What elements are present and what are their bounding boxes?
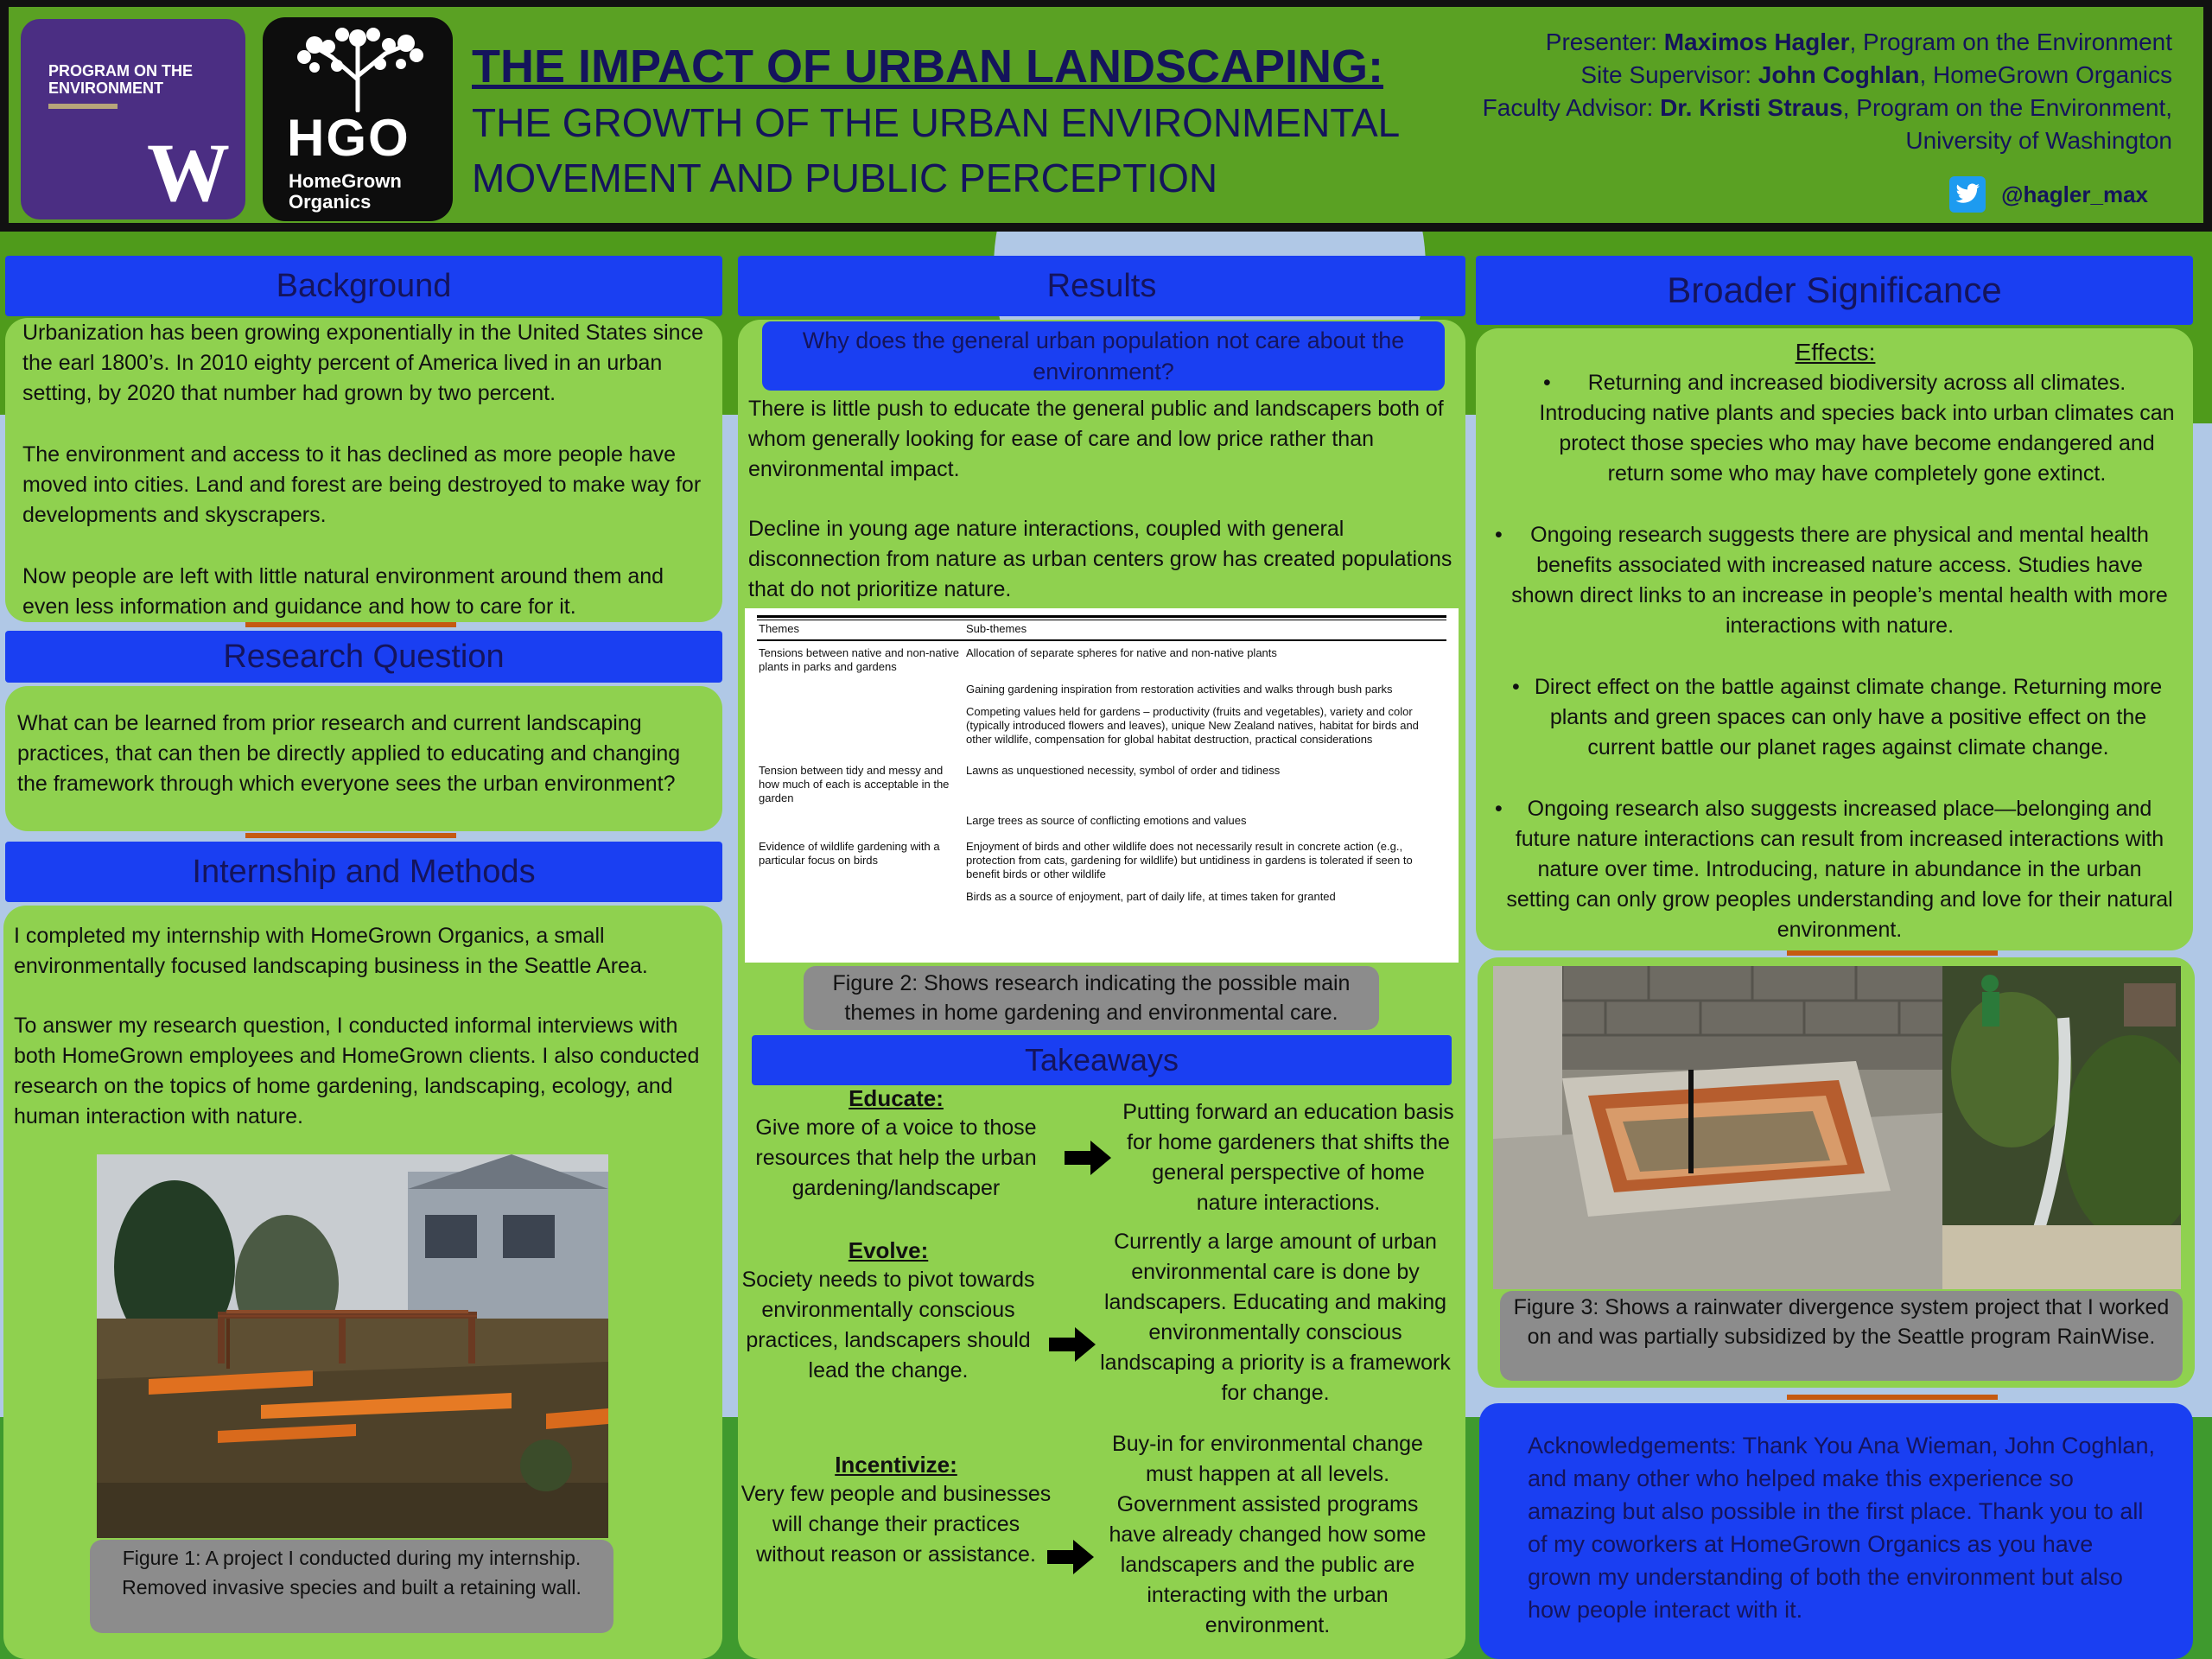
presenter-label: Presenter:: [1545, 29, 1657, 55]
background-paragraph-3: Now people are left with little natural environment around them and even less information and guidance and how to care for it.: [22, 564, 664, 619]
logo-hgo-text: HGO: [287, 109, 410, 167]
effects-list: [1495, 368, 2176, 945]
table-row: [757, 750, 1446, 809]
table-cell-subtheme: Large trees as source of conflicting emotions and values: [966, 814, 1247, 827]
list-item: • Returning and increased biodiversity across all climates. Introducing native plants and species back into urban climates can protect those species who may have become endangered and return some who may have completely gone extinct.: [1539, 371, 2175, 486]
takeaway-left-text: Very few people and businesses will change their practices without reason or assistance.: [741, 1482, 1052, 1567]
methods-paragraph-1: I completed my internship with HomeGrown Organics, a small environmentally focused landscaping business in the Seattle Area.: [14, 924, 648, 978]
takeaways-heading: Takeaways: [752, 1035, 1452, 1085]
twitter-icon: [1949, 176, 1986, 213]
takeaway-title: Incentivize:: [835, 1452, 957, 1478]
supervisor-label: Site Supervisor:: [1580, 61, 1752, 88]
results-question: Why does the general urban population not care about the environment?: [762, 321, 1445, 391]
research-question-text: What can be learned from prior research and current landscaping practices, that can then be directly applied to educating and changing the framework through which everyone sees the urban environment?: [17, 711, 681, 796]
results-paragraph-1: There is little push to educate the general public and landscapers both of whom generally looking for ease of care and low price rather than environmental impact.: [748, 397, 1444, 481]
table-row: [757, 640, 1446, 677]
figure1-photo: [97, 1154, 608, 1538]
effect-text: Ongoing research suggests there are physical and mental health benefits associated with increased nature access. Studies have shown direct links to an increase in people’s mental health with more interactions with nature.: [1511, 523, 2168, 638]
significance-heading: Broader Significance: [1476, 256, 2193, 325]
research-question-heading: Research Question: [5, 631, 722, 683]
takeaway-left-text: Give more of a voice to those resources that help the urban gardening/landscaper: [755, 1116, 1037, 1200]
effect-text: Returning and increased biodiversity across all climates. Introducing native plants and species back into urban climates can protect those species who may have become endangered and return some who may have completely gone extinct.: [1539, 371, 2175, 486]
accent-line: [245, 622, 456, 627]
supervisor-line: [1395, 59, 2172, 92]
arrow-right-icon: [1065, 1139, 1113, 1177]
takeaway-right-text: Currently a large amount of urban environmental care is done by landscapers. Educating and making environmentally conscious landscaping a priority is a framework for change.: [1100, 1230, 1451, 1405]
figure2-caption: Figure 2: Shows research indicating the possible main themes in home gardening and environmental care.: [804, 966, 1379, 1030]
poster-subtitle-line2: MOVEMENT AND PUBLIC PERCEPTION: [472, 156, 1218, 200]
homegrown-organics-logo: [263, 17, 453, 221]
table-cell-subtheme: Enjoyment of birds and other wildlife does not necessarily result in concrete action (e.g., protection from cats, gardening for wildlife) but untidiness in gardens is tolerated if seen to benefit birds or other wildlife: [966, 840, 1413, 880]
logo-pe-text: PROGRAM ON THE ENVIRONMENT: [48, 62, 194, 97]
background-heading: Background: [5, 256, 722, 316]
advisor-org-line2: University of Washington: [1905, 127, 2172, 154]
table-cell-subtheme: Lawns as unquestioned necessity, symbol of order and tidiness: [966, 764, 1281, 777]
presenter-org: , Program on the Environment: [1849, 29, 2172, 55]
credits-block: [1395, 26, 2172, 157]
title-block: [472, 38, 1440, 206]
arrow-right-icon: [1047, 1538, 1096, 1576]
list-item: • Direct effect on the battle against climate change. Returning more plants and green spaces can only have a positive effect on the current battle our planet rages against climate change.: [1512, 675, 2163, 760]
advisor-org: , Program on the Environment,: [1842, 94, 2172, 121]
results-heading: Results: [738, 256, 1465, 316]
themes-table: [745, 608, 1459, 963]
table-cell-theme: Tensions between native and non-native plants in parks and gardens: [759, 646, 959, 673]
table-cell-theme: Evidence of wildlife gardening with a particular focus on birds: [759, 840, 940, 867]
background-paragraph-1: Urbanization has been growing exponentially in the United States since the earl 1800’s. In 2010 eighty percent of America lived in an urban setting, by 2020 that number had grown by two percent.: [22, 321, 703, 405]
table-row: [757, 831, 1446, 885]
twitter-handle-text: @hagler_max: [2001, 181, 2148, 207]
effect-text: Direct effect on the battle against climate change. Returning more plants and green spaces can only have a positive effect on the current battle our planet rages against climate change.: [1534, 675, 2163, 760]
table-cell-subtheme: Birds as a source of enjoyment, part of daily life, at times taken for granted: [966, 890, 1336, 903]
takeaway-title: Educate:: [849, 1085, 944, 1111]
results-paragraph-2: Decline in young age nature interactions, coupled with general disconnection from nature as urban centers grow has created populations that do not prioritize nature.: [748, 517, 1452, 601]
table-row: [757, 700, 1446, 750]
table-cell-theme: [757, 700, 964, 750]
figure3-photo: [1493, 966, 2181, 1289]
presenter-line: [1395, 26, 2172, 59]
accent-line: [1787, 950, 1998, 956]
effect-text: Ongoing research also suggests increased place—belonging and future nature interactions can result from increased interactions with nature over time. Introducing, nature in abundance in the urban setting can only grow peoples understanding and love for their natural environment.: [1506, 797, 2173, 942]
table-cell-theme: Tension between tidy and messy and how much of each is acceptable in the garden: [759, 764, 950, 804]
table-cell-subtheme: Competing values held for gardens – productivity (fruits and vegetables), variety and color (typically introduced flowers and leaves), unique New Zealand natives, habitat for birds and other wildlife, compensation for global habitat destruction, practical considerations: [966, 705, 1419, 746]
figure1-caption: Figure 1: A project I conducted during my internship. Removed invasive species and built a retaining wall.: [90, 1540, 613, 1633]
logo-uw-letter: W: [147, 126, 230, 219]
list-item: • Ongoing research also suggests increased place—belonging and future nature interactions can result from increased interactions with nature over time. Introducing, nature in abundance in the urban setting can only grow peoples understanding and love for their natural environment.: [1495, 797, 2173, 942]
advisor-label: Faculty Advisor:: [1482, 94, 1654, 121]
table-row: [757, 809, 1446, 831]
takeaway-title: Evolve:: [848, 1237, 929, 1263]
methods-heading: Internship and Methods: [5, 842, 722, 902]
acknowledgements-panel: Acknowledgements: Thank You Ana Wieman, John Coghlan, and many other who helped make this experience so amazing but also possible in the first place. Thank you to all of my coworkers at HomeGrown Organics as you have grown my understanding of both the environment but also how people interact with it.: [1479, 1403, 2193, 1659]
takeaway-left-text: Society needs to pivot towards environmentally conscious practices, landscapers should lead the change.: [741, 1268, 1035, 1382]
logo-pe-bar: [48, 104, 118, 109]
supervisor-org: , HomeGrown Organics: [1919, 61, 2172, 88]
supervisor-name: John Coghlan: [1758, 61, 1920, 88]
poster-subtitle-line1: THE GROWTH OF THE URBAN ENVIRONMENTAL: [472, 100, 1401, 145]
takeaway-incentivize: [740, 1450, 1052, 1570]
twitter-handle[interactable]: [1949, 176, 2148, 213]
tree-icon: [280, 26, 435, 112]
background-panel: [5, 318, 722, 622]
takeaway-right-text: Buy-in for environmental change must happen at all levels. Government assisted programs have already changed how some landscapers and the public are interacting with the urban environment.: [1109, 1432, 1427, 1637]
table-row: [757, 885, 1446, 907]
program-environment-logo: [21, 19, 245, 219]
poster-header: [0, 0, 2212, 232]
accent-line: [245, 833, 456, 838]
takeaway-educate: [740, 1084, 1052, 1204]
methods-paragraph-2: To answer my research question, I conducted informal interviews with both HomeGrown employees and HomeGrown clients. I also conducted research on the topics of home gardening, landscaping, ecology, and human interaction with nature.: [14, 1014, 700, 1128]
table-header-row: [757, 620, 1446, 640]
table-cell-subtheme: Allocation of separate spheres for native and non-native plants: [966, 646, 1277, 659]
advisor-line: [1395, 92, 2172, 124]
list-item: • Ongoing research suggests there are physical and mental health benefits associated with increased nature access. Studies have shown direct links to an increase in people’s mental health with more interactions with nature.: [1495, 523, 2168, 638]
effects-label: Effects:: [1795, 339, 1876, 365]
table-row: [757, 677, 1446, 700]
presenter-name: Maximos Hagler: [1663, 29, 1850, 55]
table-header-themes: Themes: [757, 620, 964, 640]
themes-table-grid: [757, 620, 1446, 907]
advisor-name: Dr. Kristi Straus: [1660, 94, 1843, 121]
poster-title: THE IMPACT OF URBAN LANDSCAPING:: [472, 41, 1383, 92]
arrow-right-icon: [1049, 1325, 1097, 1363]
table-cell-theme: [757, 809, 964, 831]
logo-hgo-subtext: HomeGrown Organics: [289, 170, 402, 213]
significance-panel: [1476, 328, 2193, 950]
background-paragraph-2: The environment and access to it has declined as more people have moved into cities. Land and forest are being destroyed to make way for developments and skyscrapers.: [22, 442, 702, 527]
research-question-panel: [5, 686, 722, 831]
table-header-subthemes: Sub-themes: [964, 620, 1446, 640]
takeaway-evolve: [740, 1236, 1037, 1386]
table-cell-theme: [757, 677, 964, 700]
takeaway-right-text: Putting forward an education basis for home gardeners that shifts the general perspective of home nature interactions.: [1122, 1100, 1454, 1215]
figure3-caption: Figure 3: Shows a rainwater divergence system project that I worked on and was partially subsidized by the Seattle program RainWise.: [1500, 1291, 2183, 1381]
accent-line: [1787, 1395, 1998, 1400]
table-cell-subtheme: Gaining gardening inspiration from restoration activities and walks through bush parks: [966, 683, 1393, 696]
table-cell-theme: [757, 885, 964, 907]
